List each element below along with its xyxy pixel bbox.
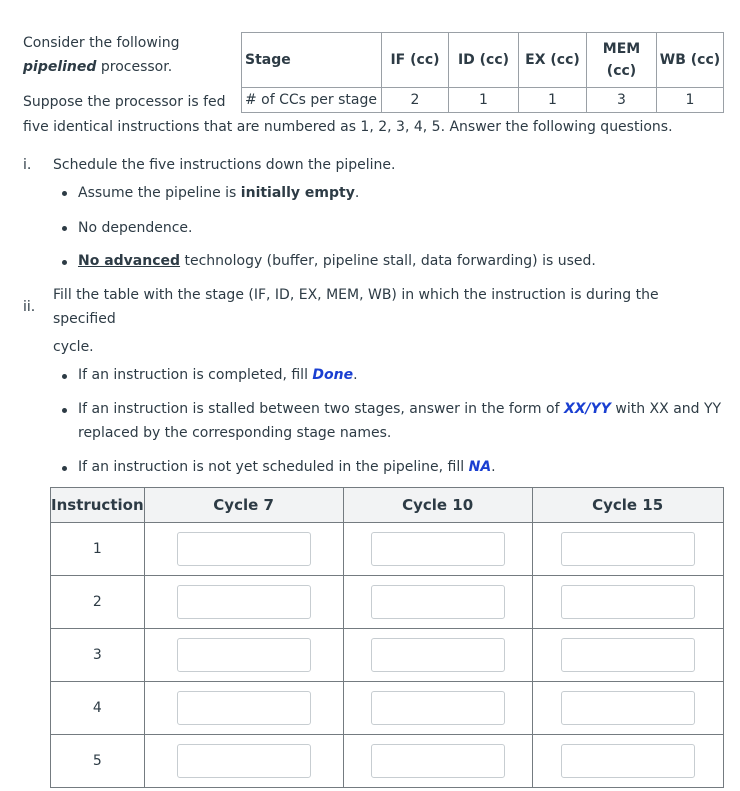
q1-initially-empty: initially empty bbox=[240, 185, 355, 201]
table-row bbox=[51, 629, 724, 682]
table-row bbox=[51, 682, 724, 735]
header-cycle-15: Cycle 15 bbox=[532, 488, 723, 523]
q1-numeral: i. bbox=[23, 157, 32, 173]
answer-input-5-cycle-10[interactable] bbox=[371, 744, 505, 778]
q2-bullet-2: If an instruction is stalled between two stages, answer in the form of XX/YY with XX and YY bbox=[78, 401, 722, 417]
stage-id-header: ID (cc) bbox=[449, 33, 519, 88]
stage-mem-header: MEM (cc) bbox=[587, 33, 657, 88]
answer-cell bbox=[532, 576, 723, 629]
answer-cell bbox=[343, 629, 532, 682]
answer-input-3-cycle-7[interactable] bbox=[177, 638, 311, 672]
answer-input-3-cycle-15[interactable] bbox=[561, 638, 695, 672]
answer-cell bbox=[144, 629, 343, 682]
answer-table bbox=[50, 487, 724, 788]
bullet-icon bbox=[62, 374, 67, 379]
header-cycle-10: Cycle 10 bbox=[343, 488, 532, 523]
stage-if-value: 2 bbox=[382, 88, 449, 113]
answer-cell bbox=[343, 576, 532, 629]
answer-input-1-cycle-7[interactable] bbox=[177, 532, 311, 566]
answer-input-4-cycle-7[interactable] bbox=[177, 691, 311, 725]
intro-line-1: Consider the following bbox=[23, 35, 180, 51]
q2-na-keyword: NA bbox=[468, 459, 492, 475]
stage-ex-value: 1 bbox=[519, 88, 587, 113]
bullet-icon bbox=[62, 260, 67, 265]
answer-cell bbox=[343, 735, 532, 788]
stage-ex-header: EX (cc) bbox=[519, 33, 587, 88]
answer-input-4-cycle-15[interactable] bbox=[561, 691, 695, 725]
answer-cell bbox=[532, 682, 723, 735]
instruction-number: 4 bbox=[51, 682, 145, 735]
answer-cell bbox=[343, 523, 532, 576]
answer-input-4-cycle-10[interactable] bbox=[371, 691, 505, 725]
header-instruction: Instruction bbox=[51, 488, 145, 523]
q1-no-advanced: No advanced bbox=[78, 253, 181, 269]
q2-bullet-1: If an instruction is completed, fill Done. bbox=[78, 367, 358, 383]
answer-cell bbox=[144, 735, 343, 788]
instruction-number: 1 bbox=[51, 523, 145, 576]
q2-bullet-2-line-2: replaced by the corresponding stage names. bbox=[78, 425, 392, 441]
q1-bullet-1: Assume the pipeline is initially empty. bbox=[78, 185, 360, 201]
instruction-number: 2 bbox=[51, 576, 145, 629]
stage-id-value: 1 bbox=[449, 88, 519, 113]
bullet-icon bbox=[62, 408, 67, 413]
stage-row-label: # of CCs per stage bbox=[242, 88, 382, 113]
answer-input-1-cycle-10[interactable] bbox=[371, 532, 505, 566]
bullet-icon bbox=[62, 191, 67, 196]
answer-cell bbox=[144, 576, 343, 629]
answer-input-1-cycle-15[interactable] bbox=[561, 532, 695, 566]
stage-wb-value: 1 bbox=[657, 88, 724, 113]
answer-cell bbox=[144, 682, 343, 735]
table-row bbox=[51, 735, 724, 788]
answer-input-2-cycle-10[interactable] bbox=[371, 585, 505, 619]
stage-mem-value: 3 bbox=[587, 88, 657, 113]
intro-line-4: five identical instructions that are numbered as 1, 2, 3, 4, 5. Answer the following questions. bbox=[23, 119, 673, 135]
answer-input-5-cycle-15[interactable] bbox=[561, 744, 695, 778]
intro-line-2-rest: processor. bbox=[96, 59, 173, 75]
stage-header-label: Stage bbox=[242, 33, 382, 88]
intro-line-2 bbox=[23, 59, 172, 75]
q2-xxyy-keyword: XX/YY bbox=[563, 401, 611, 417]
q1-text: Schedule the five instructions down the pipeline. bbox=[53, 157, 396, 173]
instruction-number: 3 bbox=[51, 629, 145, 682]
q1-bullet-3: No advanced technology (buffer, pipeline stall, data forwarding) is used. bbox=[78, 253, 596, 269]
answer-cell bbox=[532, 735, 723, 788]
table-row bbox=[51, 523, 724, 576]
stage-if-header: IF (cc) bbox=[382, 33, 449, 88]
q2-numeral: ii. bbox=[23, 299, 36, 315]
header-cycle-7: Cycle 7 bbox=[144, 488, 343, 523]
bullet-icon bbox=[62, 226, 67, 231]
answer-input-2-cycle-7[interactable] bbox=[177, 585, 311, 619]
answer-input-2-cycle-15[interactable] bbox=[561, 585, 695, 619]
answer-input-5-cycle-7[interactable] bbox=[177, 744, 311, 778]
q2-line-3: cycle. bbox=[53, 339, 94, 355]
stage-table bbox=[241, 32, 724, 113]
answer-cell bbox=[532, 523, 723, 576]
stage-wb-header: WB (cc) bbox=[657, 33, 724, 88]
q2-line-2: specified bbox=[53, 311, 116, 327]
bullet-icon bbox=[62, 466, 67, 471]
instruction-number: 5 bbox=[51, 735, 145, 788]
q1-bullet-2: No dependence. bbox=[78, 220, 193, 236]
answer-cell bbox=[532, 629, 723, 682]
intro-pipelined: pipelined bbox=[23, 59, 97, 75]
q2-line-1: Fill the table with the stage (IF, ID, EX, MEM, WB) in which the instruction is during the bbox=[53, 287, 659, 303]
q2-bullet-3: If an instruction is not yet scheduled in the pipeline, fill NA. bbox=[78, 459, 496, 475]
q2-done-keyword: Done bbox=[312, 367, 354, 383]
table-row bbox=[51, 576, 724, 629]
answer-input-3-cycle-10[interactable] bbox=[371, 638, 505, 672]
answer-cell bbox=[343, 682, 532, 735]
answer-cell bbox=[144, 523, 343, 576]
intro-line-3: Suppose the processor is fed bbox=[23, 94, 226, 110]
